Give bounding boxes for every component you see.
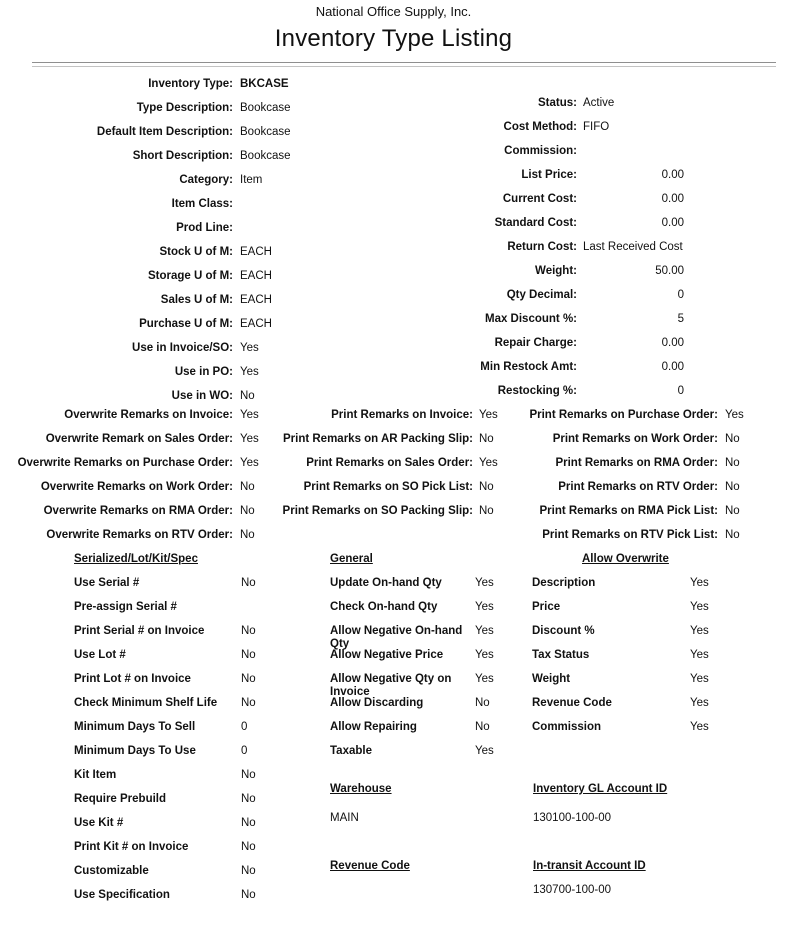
field-row <box>330 721 494 745</box>
field-row <box>480 457 744 481</box>
field-value: Yes <box>240 409 259 421</box>
field-value: No <box>241 865 256 877</box>
field-row <box>330 673 494 697</box>
field-label: Kit Item <box>74 769 117 781</box>
field-label: Print Remarks on SO Packing Slip: <box>282 505 473 517</box>
field-row <box>0 126 291 150</box>
field-label: Overwrite Remarks on RMA Order: <box>43 505 233 517</box>
field-value: No <box>241 793 256 805</box>
field-row <box>330 577 494 601</box>
field-value: No <box>725 433 740 445</box>
field-row <box>240 433 498 457</box>
field-label: Max Discount %: <box>484 313 577 325</box>
field-value: Yes <box>240 366 259 378</box>
field-label: Repair Charge: <box>494 337 577 349</box>
field-label: Allow Discarding <box>330 697 424 709</box>
field-row <box>0 318 291 342</box>
allow-overwrite-column <box>532 577 709 745</box>
warehouse-value: MAIN <box>330 812 359 824</box>
field-value: No <box>241 673 256 685</box>
field-value: No <box>240 390 255 402</box>
field-value: 0.00 <box>661 337 684 349</box>
field-value: 0.00 <box>661 193 684 205</box>
field-label: Use in Invoice/SO: <box>132 342 233 354</box>
field-label: Restocking %: <box>497 385 577 397</box>
section-heading-serialized: Serialized/Lot/Kit/Spec <box>74 553 198 565</box>
field-row <box>532 577 709 601</box>
field-row <box>74 721 256 745</box>
field-label: Short Description: <box>132 150 233 162</box>
field-label: Standard Cost: <box>494 217 577 229</box>
field-row <box>0 529 259 553</box>
field-value: 0 <box>241 721 248 733</box>
field-row <box>0 198 291 222</box>
field-label: Customizable <box>74 865 149 877</box>
field-label: Require Prebuild <box>74 793 167 805</box>
field-row <box>0 78 291 102</box>
revenue-code-heading: Revenue Code <box>330 860 410 872</box>
field-row <box>532 625 709 649</box>
field-label: Update On-hand Qty <box>330 577 442 589</box>
field-label: Print Remarks on AR Packing Slip: <box>282 433 473 445</box>
field-row <box>480 529 744 553</box>
field-value: 0.00 <box>661 217 684 229</box>
field-row <box>420 169 684 193</box>
field-value: No <box>241 625 256 637</box>
field-value: Yes <box>690 577 709 589</box>
inventory-gl-account-heading: Inventory GL Account ID <box>533 783 668 795</box>
field-value: EACH <box>240 246 272 258</box>
field-label: Current Cost: <box>502 193 577 205</box>
field-row <box>74 817 256 841</box>
field-row <box>240 481 498 505</box>
inventory-gl-account-value: 130100-100-00 <box>533 812 612 824</box>
field-value: Yes <box>479 409 498 421</box>
field-value: Item <box>240 174 263 186</box>
field-value: No <box>241 841 256 853</box>
field-label: Return Cost: <box>507 241 577 253</box>
field-row <box>532 697 709 721</box>
field-row <box>420 121 684 145</box>
field-label: Weight: <box>535 265 577 277</box>
field-row <box>420 97 684 121</box>
field-label: Minimum Days To Sell <box>74 721 196 733</box>
field-row <box>0 481 259 505</box>
page-title: Inventory Type Listing <box>274 25 513 52</box>
field-label: Stock U of M: <box>159 246 233 258</box>
serialized-lot-kit-spec-column <box>74 577 256 913</box>
field-row <box>0 102 291 126</box>
field-label: List Price: <box>521 169 577 181</box>
field-row <box>74 889 256 913</box>
field-value: No <box>479 481 494 493</box>
field-row <box>0 294 291 318</box>
field-label: Min Restock Amt: <box>480 361 577 373</box>
field-label: Overwrite Remarks on Work Order: <box>40 481 233 493</box>
field-value: Yes <box>475 601 494 613</box>
section-heading-allow-overwrite: Allow Overwrite <box>582 553 669 565</box>
field-label: Overwrite Remarks on Invoice: <box>64 409 233 421</box>
field-label: Inventory Type: <box>148 78 233 90</box>
field-value: No <box>240 505 255 517</box>
field-label: Print Remarks on RTV Order: <box>558 481 718 493</box>
field-row <box>330 697 494 721</box>
field-row <box>0 366 291 390</box>
field-label: Print Serial # on Invoice <box>74 625 205 637</box>
field-row <box>74 793 256 817</box>
field-row <box>0 409 259 433</box>
field-row <box>420 361 684 385</box>
field-value: Yes <box>475 649 494 661</box>
field-row <box>330 649 494 673</box>
field-label: Print Remarks on Purchase Order: <box>529 409 718 421</box>
field-value: Yes <box>479 457 498 469</box>
field-value: Yes <box>690 601 709 613</box>
field-label: Print Remarks on Invoice: <box>331 409 473 421</box>
field-value: Yes <box>690 625 709 637</box>
field-row <box>74 865 256 889</box>
field-label: Purchase U of M: <box>139 318 233 330</box>
field-value: No <box>241 817 256 829</box>
field-label: Use in WO: <box>171 390 233 402</box>
field-label: Overwrite Remark on Sales Order: <box>45 433 233 445</box>
field-row <box>480 481 744 505</box>
field-label: Status: <box>538 97 577 109</box>
field-row <box>240 409 498 433</box>
field-label: Item Class: <box>171 198 233 210</box>
remarks-column-print-po-rma-rtv <box>480 409 744 553</box>
field-label: Minimum Days To Use <box>74 745 196 757</box>
field-row <box>480 505 744 529</box>
field-value: EACH <box>240 294 272 306</box>
field-label: Print Remarks on Sales Order: <box>306 457 473 469</box>
field-value: No <box>479 505 494 517</box>
field-label: Category: <box>179 174 233 186</box>
field-label: Prod Line: <box>176 222 233 234</box>
field-value: Bookcase <box>240 150 291 162</box>
field-row <box>330 745 494 769</box>
field-label: Type Description: <box>136 102 233 114</box>
field-value: No <box>479 433 494 445</box>
field-label: Allow Negative Price <box>330 649 444 661</box>
field-value: EACH <box>240 270 272 282</box>
field-value: 0 <box>677 385 684 397</box>
field-row <box>420 337 684 361</box>
field-label: Print Remarks on RMA Order: <box>555 457 718 469</box>
field-row <box>420 241 684 265</box>
field-value: 0.00 <box>661 361 684 373</box>
field-row <box>532 601 709 625</box>
field-value: No <box>725 505 740 517</box>
field-label: Check On-hand Qty <box>330 601 438 613</box>
field-row <box>74 769 256 793</box>
field-label: Commission: <box>504 145 577 157</box>
field-label: Use Serial # <box>74 577 140 589</box>
field-row <box>480 433 744 457</box>
field-row <box>532 721 709 745</box>
field-row <box>420 145 684 169</box>
field-label: Weight <box>532 673 571 685</box>
field-label: Discount % <box>532 625 595 637</box>
field-label: Pre-assign Serial # <box>74 601 177 613</box>
field-label: Check Minimum Shelf Life <box>74 697 218 709</box>
field-label: Storage U of M: <box>148 270 233 282</box>
field-label: Cost Method: <box>503 121 577 133</box>
field-row <box>532 673 709 697</box>
field-label: Allow Repairing <box>330 721 417 733</box>
field-label: Allow Negative On-hand Qty <box>330 625 463 650</box>
field-value: 50.00 <box>655 265 684 277</box>
section-heading-general: General <box>330 553 373 565</box>
field-row <box>0 246 291 270</box>
field-label: Taxable <box>330 745 372 757</box>
field-row <box>74 745 256 769</box>
warehouse-heading: Warehouse <box>330 783 392 795</box>
field-label: Print Remarks on Work Order: <box>552 433 718 445</box>
field-row <box>74 697 256 721</box>
field-label: Print Remarks on RMA Pick List: <box>539 505 718 517</box>
field-value: Yes <box>475 577 494 589</box>
field-value: No <box>240 529 255 541</box>
field-value: Yes <box>240 433 259 445</box>
field-value: Yes <box>725 409 744 421</box>
field-label: Print Kit # on Invoice <box>74 841 189 853</box>
field-row <box>0 222 291 246</box>
field-row <box>420 289 684 313</box>
field-label: Price <box>532 601 561 613</box>
remarks-column-overwrite <box>0 409 259 553</box>
field-label: Print Lot # on Invoice <box>74 673 191 685</box>
field-row <box>420 217 684 241</box>
remarks-column-print-ar-so <box>240 409 498 529</box>
field-value: No <box>241 769 256 781</box>
general-column <box>330 577 494 769</box>
field-row <box>532 649 709 673</box>
field-label: Overwrite Remarks on RTV Order: <box>46 529 233 541</box>
field-row <box>74 649 256 673</box>
field-label: Commission <box>532 721 602 733</box>
field-value: No <box>725 529 740 541</box>
field-row <box>330 601 494 625</box>
field-value: No <box>241 649 256 661</box>
field-value: Yes <box>475 673 494 685</box>
field-label: Tax Status <box>532 649 590 661</box>
field-label: Description <box>532 577 596 589</box>
field-label: Use Specification <box>74 889 170 901</box>
field-row <box>420 313 684 337</box>
field-label: Print Remarks on SO Pick List: <box>303 481 473 493</box>
field-label: Use in PO: <box>174 366 233 378</box>
field-row <box>74 577 256 601</box>
field-row <box>240 505 498 529</box>
in-transit-account-value: 130700-100-00 <box>533 884 612 896</box>
field-value: 5 <box>677 313 684 325</box>
field-row <box>0 433 259 457</box>
field-label: Qty Decimal: <box>506 289 577 301</box>
field-value: No <box>241 697 256 709</box>
field-row <box>420 265 684 289</box>
field-value: No <box>725 481 740 493</box>
field-value: Yes <box>690 697 709 709</box>
field-label: Use Lot # <box>74 649 126 661</box>
field-row <box>0 342 291 366</box>
field-row <box>74 673 256 697</box>
top-right-field-column <box>420 97 684 409</box>
field-value: Yes <box>240 457 259 469</box>
field-value: Yes <box>475 745 494 757</box>
field-value: No <box>241 577 256 589</box>
field-value: EACH <box>240 318 272 330</box>
field-value: No <box>725 457 740 469</box>
field-value: 0.00 <box>661 169 684 181</box>
field-row <box>480 409 744 433</box>
field-value: FIFO <box>583 121 610 133</box>
field-row <box>240 457 498 481</box>
field-label: Sales U of M: <box>160 294 233 306</box>
field-row <box>0 150 291 174</box>
field-value: Bookcase <box>240 126 291 138</box>
field-label: Overwrite Remarks on Purchase Order: <box>17 457 233 469</box>
field-value: No <box>241 889 256 901</box>
field-row <box>74 625 256 649</box>
field-row <box>420 385 684 409</box>
field-value: Active <box>583 97 615 109</box>
field-value: No <box>475 721 490 733</box>
field-row <box>0 270 291 294</box>
field-row <box>74 601 256 625</box>
field-value: No <box>475 697 490 709</box>
field-row <box>0 505 259 529</box>
field-value: BKCASE <box>240 78 289 90</box>
in-transit-account-heading: In-transit Account ID <box>533 860 646 872</box>
field-value: Yes <box>690 673 709 685</box>
field-label: Default Item Description: <box>96 126 233 138</box>
field-value: Yes <box>240 342 259 354</box>
field-row <box>0 457 259 481</box>
field-label: Allow Negative Qty on Invoice <box>330 673 452 698</box>
field-value: Yes <box>475 625 494 637</box>
header-double-rule <box>32 62 776 67</box>
field-label: Revenue Code <box>532 697 612 709</box>
field-label: Use Kit # <box>74 817 124 829</box>
field-row <box>330 625 494 649</box>
field-row <box>420 193 684 217</box>
field-value: No <box>240 481 255 493</box>
field-value: Yes <box>690 649 709 661</box>
field-value: Yes <box>690 721 709 733</box>
field-value: 0 <box>677 289 684 301</box>
top-left-field-column <box>0 78 291 414</box>
field-value: 0 <box>241 745 248 757</box>
field-row <box>74 841 256 865</box>
field-value: Bookcase <box>240 102 291 114</box>
company-name: National Office Supply, Inc. <box>315 4 472 19</box>
field-value: Last Received Cost <box>583 241 683 253</box>
field-label: Print Remarks on RTV Pick List: <box>542 529 718 541</box>
field-row <box>0 174 291 198</box>
